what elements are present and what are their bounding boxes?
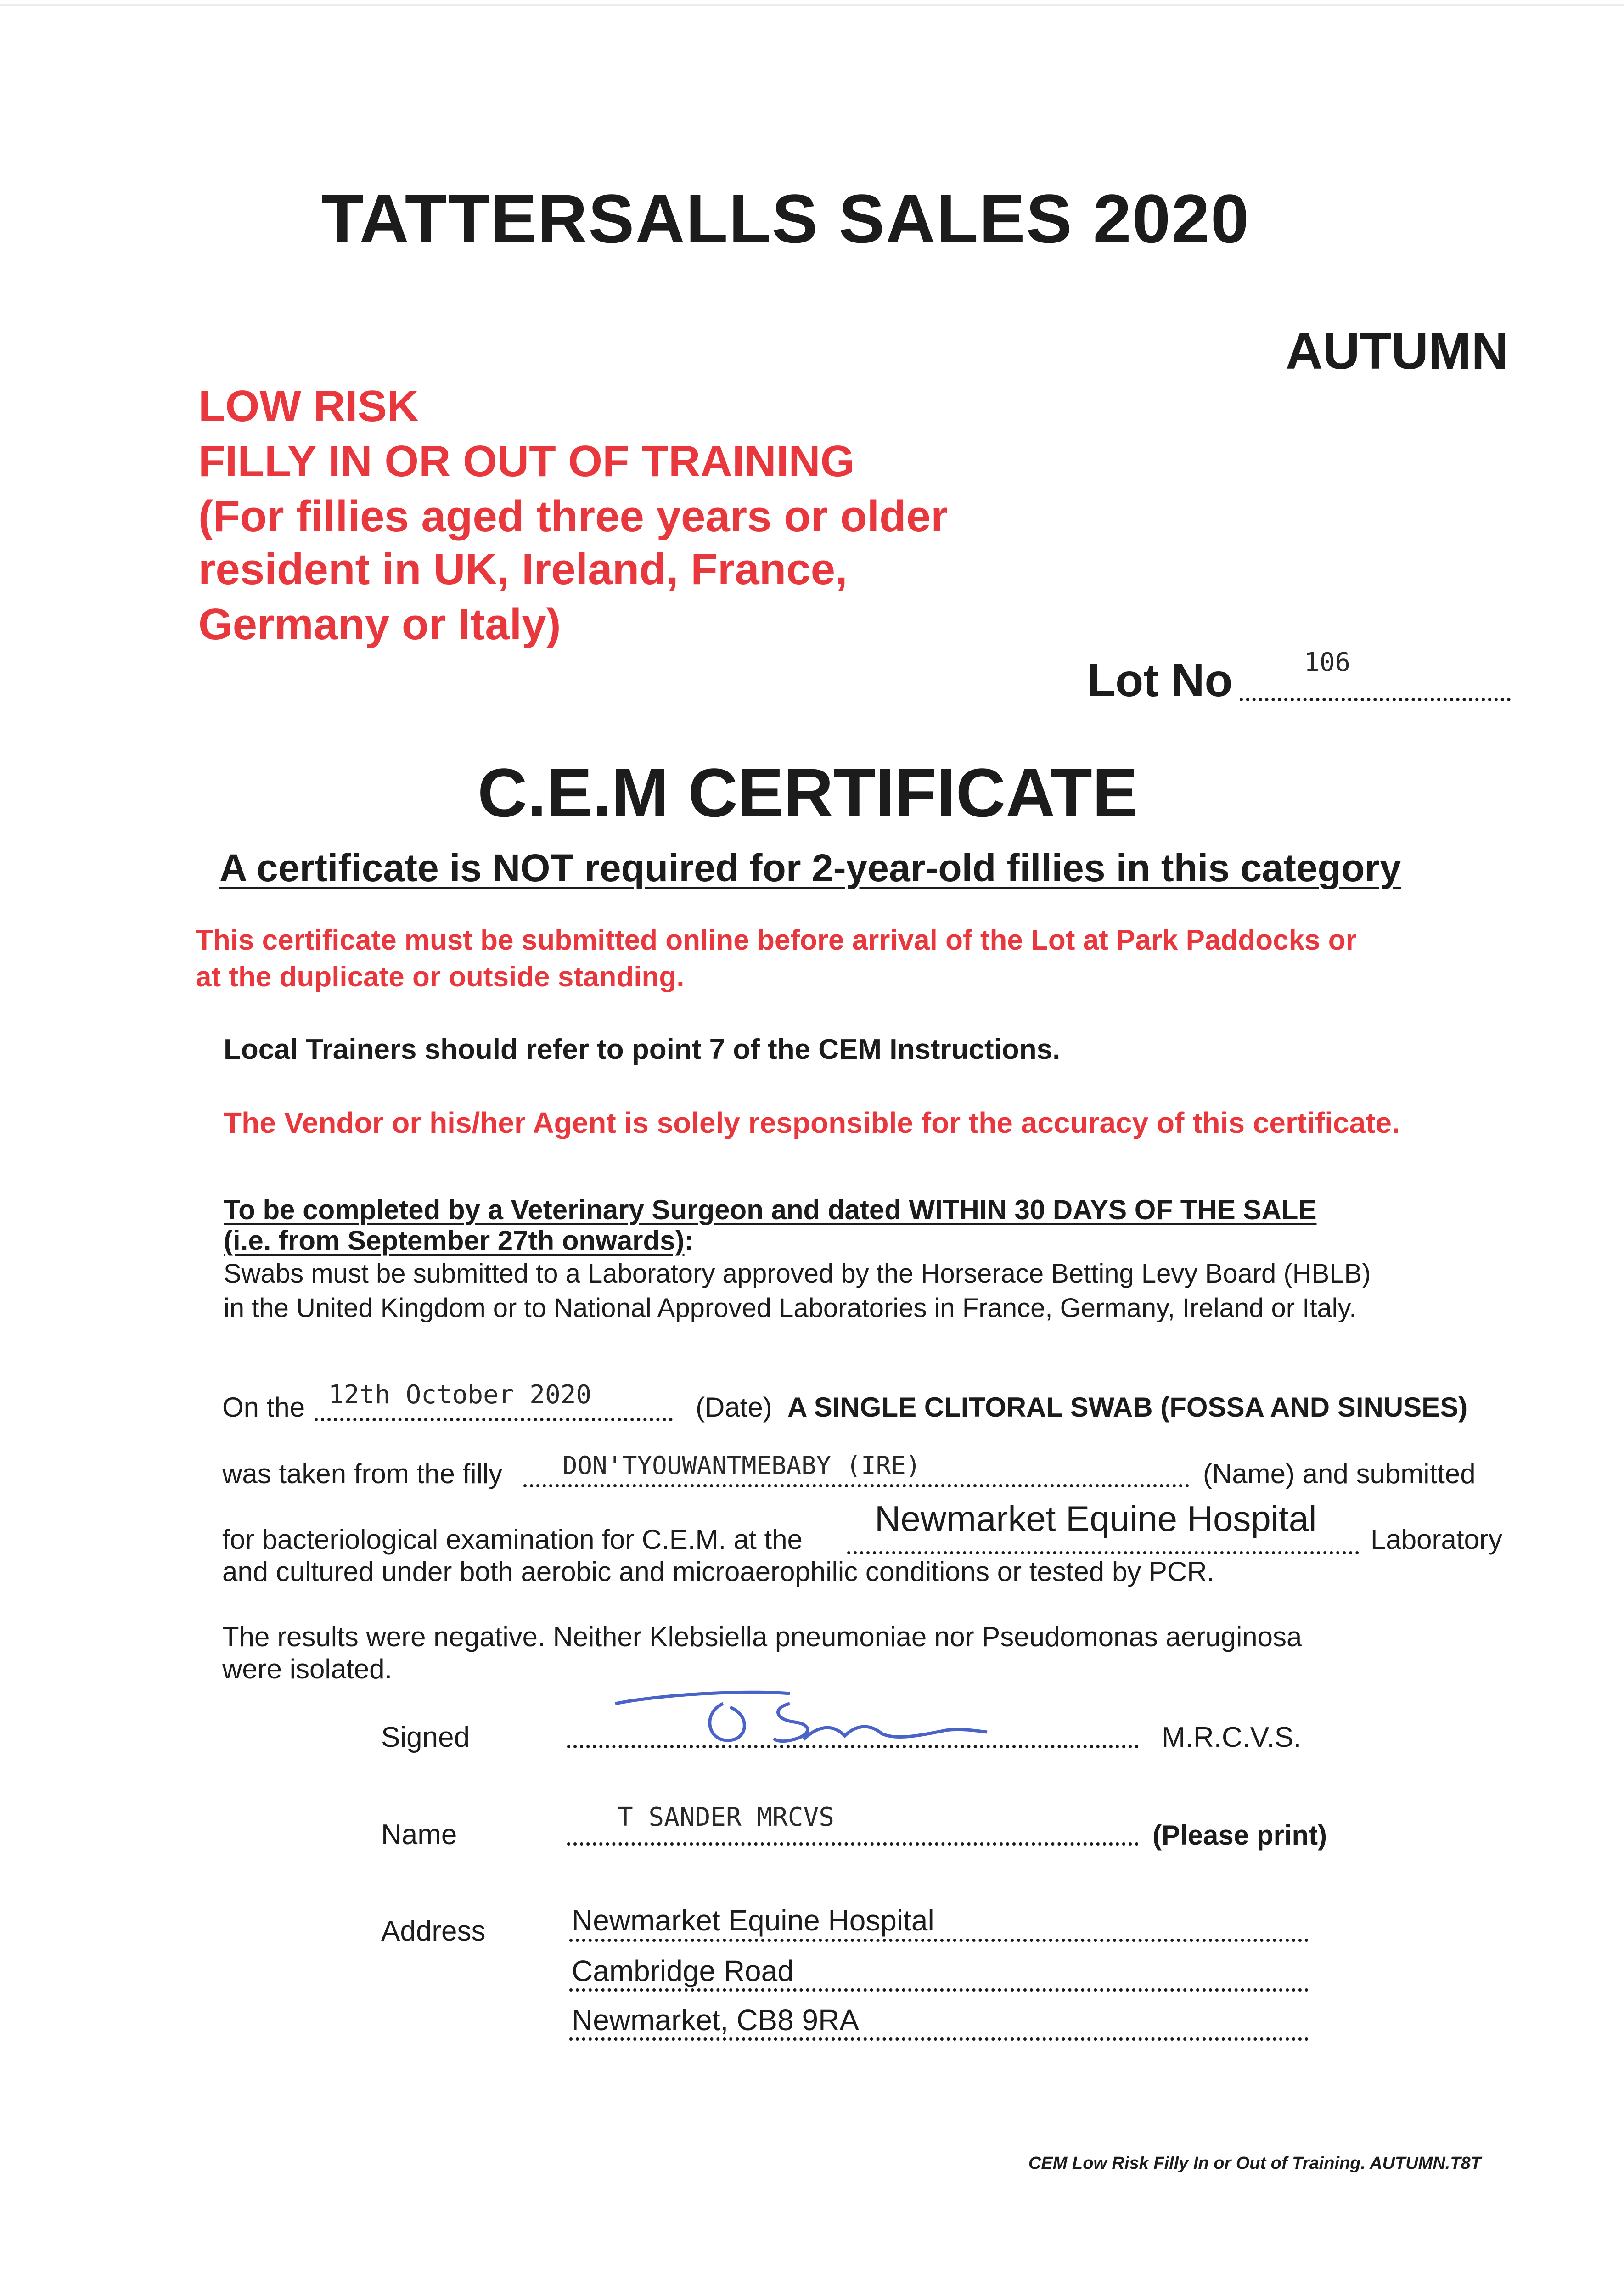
completion-date-range: (i.e. from September 27th onwards) <box>224 1225 685 1256</box>
laboratory-value[interactable]: Newmarket Equine Hospital <box>875 1498 1317 1539</box>
results-line-1: The results were negative. Neither Klebsiella pneumoniae nor Pseudomonas aeruginosa <box>222 1621 1302 1652</box>
swabs-note-line-2: in the United Kingdom or to National Approved Laboratories in France, Germany, Ireland or Italy. <box>224 1293 1357 1323</box>
name-label: Name <box>381 1819 457 1851</box>
swab-description: A SINGLE CLITORAL SWAB (FOSSA AND SINUSES) <box>787 1392 1468 1423</box>
submission-notice-line-2: at the duplicate or outside standing. <box>196 961 685 993</box>
completion-colon: : <box>684 1225 694 1256</box>
responsibility-note: The Vendor or his/her Agent is solely responsible for the accuracy of this certificate. <box>224 1106 1400 1139</box>
scan-edge <box>0 4 1624 6</box>
on-the-label: On the <box>222 1392 305 1423</box>
category-line-2: FILLY IN OR OUT OF TRAINING <box>198 437 855 486</box>
category-line-3: (For fillies aged three years or older <box>198 492 948 541</box>
address-line-1[interactable]: Newmarket Equine Hospital <box>572 1904 934 1937</box>
page-title: TATTERSALLS SALES 2020 <box>321 180 1250 257</box>
name-suffix: (Name) and submitted <box>1203 1458 1476 1489</box>
category-line-4: resident in UK, Ireland, France, <box>198 545 848 594</box>
certificate-title: C.E.M CERTIFICATE <box>478 754 1138 831</box>
cultured-note: and cultured under both aerobic and microaerophilic conditions or tested by PCR. <box>222 1556 1215 1587</box>
certificate-notice: A certificate is NOT required for 2-year-old fillies in this category <box>219 846 1401 889</box>
submission-notice-line-1: This certificate must be submitted online before arrival of the Lot at Park Paddocks or <box>196 924 1357 956</box>
address-line-3[interactable]: Newmarket, CB8 9RA <box>572 2003 859 2037</box>
laboratory-suffix: Laboratory <box>1371 1524 1502 1555</box>
swabs-note-line-1: Swabs must be submitted to a Laboratory approved by the Horserace Betting Levy Board (HBLB) <box>224 1259 1371 1289</box>
date-suffix: (Date) <box>696 1392 772 1423</box>
results-line-2: were isolated. <box>222 1654 393 1684</box>
signature-scribble <box>597 1671 1010 1754</box>
address-dotted-line-3 <box>569 2037 1309 2041</box>
address-label: Address <box>381 1915 486 1947</box>
category-line-5: Germany or Italy) <box>198 600 561 649</box>
completion-instruction-line-2-wrap <box>224 1225 694 1256</box>
date-value[interactable]: 12th October 2020 <box>328 1380 592 1410</box>
taken-from-label: was taken from the filly <box>222 1458 503 1489</box>
local-trainers-note: Local Trainers should refer to point 7 of the CEM Instructions. <box>224 1034 1061 1065</box>
address-dotted-line-2 <box>569 1988 1309 1992</box>
please-print-suffix: (Please print) <box>1152 1820 1327 1851</box>
address-dotted-line-1 <box>569 1939 1309 1942</box>
lot-label: Lot No <box>1087 655 1233 706</box>
category-line-1: LOW RISK <box>198 382 419 431</box>
laboratory-dotted-line <box>847 1551 1359 1554</box>
print-name-value[interactable]: T SANDER MRCVS <box>618 1802 835 1832</box>
address-line-2[interactable]: Cambridge Road <box>572 1954 794 1987</box>
footer-reference: CEM Low Risk Filly In or Out of Training. AUTUMN.T8T <box>1028 2154 1481 2173</box>
lot-dotted-line <box>1240 698 1511 701</box>
completion-instruction-line-1: To be completed by a Veterinary Surgeon and dated WITHIN 30 DAYS OF THE SALE <box>224 1194 1317 1225</box>
filly-name-value[interactable]: DON'TYOUWANTMEBABY (IRE) <box>562 1451 921 1480</box>
filly-name-dotted-line <box>523 1484 1189 1487</box>
mrcvs-suffix: M.R.C.V.S. <box>1162 1722 1302 1753</box>
for-exam-label: for bacteriological examination for C.E.M. at the <box>222 1524 803 1555</box>
lot-number: 106 <box>1304 647 1351 677</box>
date-dotted-line <box>315 1418 673 1421</box>
print-name-dotted-line <box>567 1842 1139 1846</box>
signed-label: Signed <box>381 1722 470 1753</box>
season-label: AUTUMN <box>1286 322 1509 380</box>
